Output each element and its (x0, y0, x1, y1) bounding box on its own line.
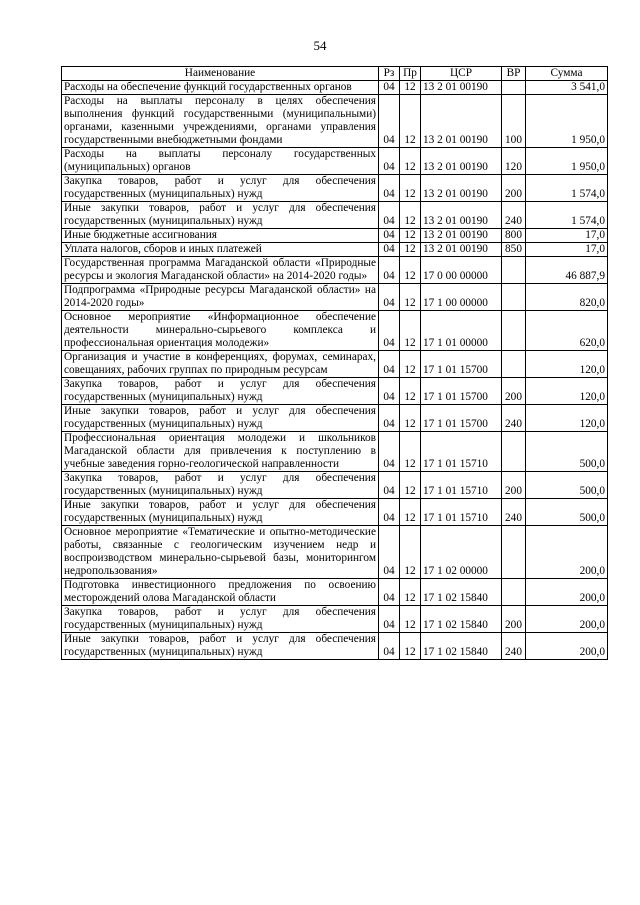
row-pr: 12 (400, 243, 421, 257)
row-sum: 200,0 (526, 526, 608, 579)
table-row (62, 284, 608, 311)
row-csr: 17 1 02 15840 (421, 633, 502, 660)
row-name: Закупка товаров, работ и услуг для обеспечения государственных (муниципальных) нужд (62, 606, 379, 633)
row-rz: 04 (379, 405, 400, 432)
row-name: Расходы на выплаты персоналу государственных (муниципальных) органов (62, 148, 379, 175)
row-sum: 200,0 (526, 579, 608, 606)
row-csr: 13 2 01 00190 (421, 175, 502, 202)
row-rz: 04 (379, 202, 400, 229)
row-pr: 12 (400, 432, 421, 472)
row-rz: 04 (379, 257, 400, 284)
row-name: Закупка товаров, работ и услуг для обеспечения государственных (муниципальных) нужд (62, 378, 379, 405)
row-rz: 04 (379, 606, 400, 633)
table-row (62, 175, 608, 202)
row-rz: 04 (379, 472, 400, 499)
row-sum: 3 541,0 (526, 81, 608, 95)
row-vr (502, 351, 526, 378)
row-csr: 17 1 02 15840 (421, 579, 502, 606)
row-name: Государственная программа Магаданской области «Природные ресурсы и экология Магаданской области» на 2014-2020 годы» (62, 257, 379, 284)
row-sum: 17,0 (526, 243, 608, 257)
row-rz: 04 (379, 633, 400, 660)
row-sum: 500,0 (526, 472, 608, 499)
row-csr: 17 1 01 15700 (421, 405, 502, 432)
row-name: Иные бюджетные ассигнования (62, 229, 379, 243)
row-rz: 04 (379, 175, 400, 202)
row-name: Основное мероприятие «Тематические и опытно-методические работы, связанные с геологическим изучением недр и воспроизводством минерально-сырьевой базы, мониторингом недропользования» (62, 526, 379, 579)
row-name: Подготовка инвестиционного предложения по освоению месторождений олова Магаданской области (62, 579, 379, 606)
table-row (62, 81, 608, 95)
row-rz: 04 (379, 579, 400, 606)
row-csr: 17 1 02 00000 (421, 526, 502, 579)
row-name: Иные закупки товаров, работ и услуг для обеспечения государственных (муниципальных) нужд (62, 202, 379, 229)
row-sum: 120,0 (526, 351, 608, 378)
row-vr: 240 (502, 202, 526, 229)
row-vr: 200 (502, 378, 526, 405)
row-pr: 12 (400, 229, 421, 243)
row-pr: 12 (400, 526, 421, 579)
row-sum: 200,0 (526, 606, 608, 633)
budget-table (61, 66, 608, 660)
table-row (62, 95, 608, 148)
table-row (62, 432, 608, 472)
row-vr: 240 (502, 499, 526, 526)
row-vr: 120 (502, 148, 526, 175)
row-csr: 17 1 00 00000 (421, 284, 502, 311)
row-name: Подпрограмма «Природные ресурсы Магаданской области» на 2014-2020 годы» (62, 284, 379, 311)
table-row (62, 351, 608, 378)
row-pr: 12 (400, 311, 421, 351)
header-name: Наименование (62, 67, 379, 81)
row-pr: 12 (400, 81, 421, 95)
row-name: Профессиональная ориентация молодежи и школьников Магаданской области для привлечения к поступлению в учебные заведения горно-геологической направленности (62, 432, 379, 472)
row-vr (502, 526, 526, 579)
row-sum: 17,0 (526, 229, 608, 243)
header-sum: Сумма (526, 67, 608, 81)
row-vr: 200 (502, 175, 526, 202)
row-pr: 12 (400, 378, 421, 405)
table-row (62, 378, 608, 405)
header-csr: ЦСР (421, 67, 502, 81)
row-vr: 200 (502, 606, 526, 633)
row-rz: 04 (379, 95, 400, 148)
row-vr: 800 (502, 229, 526, 243)
row-rz: 04 (379, 81, 400, 95)
row-pr: 12 (400, 405, 421, 432)
row-sum: 500,0 (526, 432, 608, 472)
row-csr: 17 1 01 15700 (421, 351, 502, 378)
table-row (62, 606, 608, 633)
row-csr: 17 0 00 00000 (421, 257, 502, 284)
row-csr: 13 2 01 00190 (421, 202, 502, 229)
row-sum: 500,0 (526, 499, 608, 526)
row-vr: 100 (502, 95, 526, 148)
row-vr: 850 (502, 243, 526, 257)
row-pr: 12 (400, 257, 421, 284)
header-vr: ВР (502, 67, 526, 81)
row-csr: 17 1 01 15710 (421, 472, 502, 499)
row-sum: 1 574,0 (526, 175, 608, 202)
header-pr: Пр (400, 67, 421, 81)
row-csr: 13 2 01 00190 (421, 229, 502, 243)
row-sum: 1 574,0 (526, 202, 608, 229)
row-csr: 13 2 01 00190 (421, 81, 502, 95)
row-csr: 13 2 01 00190 (421, 243, 502, 257)
row-csr: 17 1 01 15710 (421, 499, 502, 526)
table-row (62, 243, 608, 257)
row-csr: 17 1 01 15710 (421, 432, 502, 472)
table-header-row (62, 67, 608, 81)
row-rz: 04 (379, 378, 400, 405)
row-rz: 04 (379, 526, 400, 579)
table-row (62, 633, 608, 660)
row-vr (502, 81, 526, 95)
row-name: Закупка товаров, работ и услуг для обеспечения государственных (муниципальных) нужд (62, 175, 379, 202)
row-csr: 17 1 01 15700 (421, 378, 502, 405)
row-vr (502, 284, 526, 311)
row-pr: 12 (400, 175, 421, 202)
row-pr: 12 (400, 472, 421, 499)
table-body (62, 81, 608, 660)
row-sum: 46 887,9 (526, 257, 608, 284)
row-name: Расходы на обеспечение функций государственных органов (62, 81, 379, 95)
table-row (62, 257, 608, 284)
row-sum: 200,0 (526, 633, 608, 660)
row-vr (502, 311, 526, 351)
row-vr (502, 579, 526, 606)
row-rz: 04 (379, 284, 400, 311)
row-vr: 240 (502, 405, 526, 432)
row-rz: 04 (379, 351, 400, 378)
row-pr: 12 (400, 579, 421, 606)
row-name: Иные закупки товаров, работ и услуг для обеспечения государственных (муниципальных) нужд (62, 499, 379, 526)
row-vr: 200 (502, 472, 526, 499)
table-row (62, 579, 608, 606)
row-vr (502, 432, 526, 472)
row-csr: 13 2 01 00190 (421, 148, 502, 175)
row-rz: 04 (379, 229, 400, 243)
row-sum: 120,0 (526, 378, 608, 405)
row-sum: 1 950,0 (526, 95, 608, 148)
row-name: Расходы на выплаты персоналу в целях обеспечения выполнения функций государственными (муниципальными) органами, казенными учреждениями, органами управления государственными внебюджетными фондами (62, 95, 379, 148)
row-pr: 12 (400, 202, 421, 229)
row-name: Организация и участие в конференциях, форумах, семинарах, совещаниях, рабочих группах по природным ресурсам (62, 351, 379, 378)
row-name: Иные закупки товаров, работ и услуг для обеспечения государственных (муниципальных) нужд (62, 405, 379, 432)
table-row (62, 499, 608, 526)
row-rz: 04 (379, 148, 400, 175)
row-vr: 240 (502, 633, 526, 660)
row-pr: 12 (400, 95, 421, 148)
row-rz: 04 (379, 311, 400, 351)
row-pr: 12 (400, 351, 421, 378)
row-rz: 04 (379, 499, 400, 526)
row-name: Уплата налогов, сборов и иных платежей (62, 243, 379, 257)
page-number: 54 (313, 38, 327, 53)
table-row (62, 526, 608, 579)
row-csr: 17 1 01 00000 (421, 311, 502, 351)
row-csr: 13 2 01 00190 (421, 95, 502, 148)
table-row (62, 202, 608, 229)
row-name: Основное мероприятие «Информационное обеспечение деятельности минерально-сырьевого комплекса и профессиональная ориентация молодежи» (62, 311, 379, 351)
row-rz: 04 (379, 432, 400, 472)
row-pr: 12 (400, 499, 421, 526)
row-name: Закупка товаров, работ и услуг для обеспечения государственных (муниципальных) нужд (62, 472, 379, 499)
row-pr: 12 (400, 284, 421, 311)
header-rz: Рз (379, 67, 400, 81)
row-csr: 17 1 02 15840 (421, 606, 502, 633)
table-row (62, 229, 608, 243)
row-vr (502, 257, 526, 284)
row-name: Иные закупки товаров, работ и услуг для обеспечения государственных (муниципальных) нужд (62, 633, 379, 660)
row-sum: 120,0 (526, 405, 608, 432)
table-row (62, 148, 608, 175)
table-row (62, 311, 608, 351)
row-rz: 04 (379, 243, 400, 257)
row-pr: 12 (400, 606, 421, 633)
table-row (62, 405, 608, 432)
row-sum: 1 950,0 (526, 148, 608, 175)
row-pr: 12 (400, 148, 421, 175)
row-sum: 620,0 (526, 311, 608, 351)
row-pr: 12 (400, 633, 421, 660)
row-sum: 820,0 (526, 284, 608, 311)
table-row (62, 472, 608, 499)
